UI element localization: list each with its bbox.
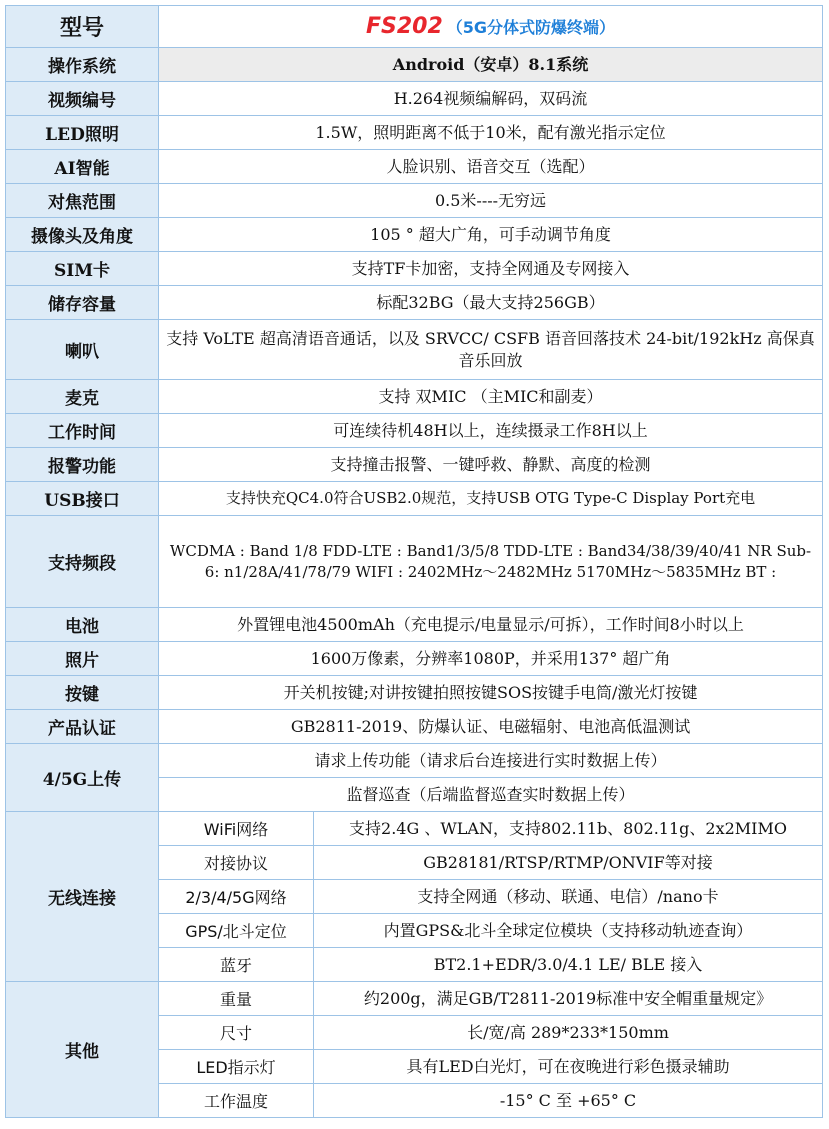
table-row <box>6 642 823 676</box>
other-item-value: 约200g，满足GB/T2811-2019标准中安全帽重量规定》 <box>314 982 823 1016</box>
wireless-item-name: WiFi网络 <box>159 812 314 846</box>
row-label: 麦克 <box>6 380 159 414</box>
row-label: AI智能 <box>6 150 159 184</box>
upload-value: 请求上传功能（请求后台连接进行实时数据上传） <box>159 744 823 778</box>
row-label: 操作系统 <box>6 48 159 82</box>
row-label: 按键 <box>6 676 159 710</box>
wireless-item-name: GPS/北斗定位 <box>159 914 314 948</box>
table-row <box>6 812 823 846</box>
row-label: SIM卡 <box>6 252 159 286</box>
header-label: 型号 <box>6 6 159 48</box>
table-row <box>6 482 823 516</box>
row-value: Android（安卓）8.1系统 <box>159 48 823 82</box>
row-label: 电池 <box>6 608 159 642</box>
wireless-item-name: 对接协议 <box>159 846 314 880</box>
row-label: 照片 <box>6 642 159 676</box>
row-label: LED照明 <box>6 116 159 150</box>
row-label: 产品认证 <box>6 710 159 744</box>
table-row <box>6 608 823 642</box>
other-label: 其他 <box>6 982 159 1118</box>
table-row <box>6 448 823 482</box>
table-row <box>6 48 823 82</box>
table-row <box>6 184 823 218</box>
upload-value: 监督巡查（后端监督巡查实时数据上传） <box>159 778 823 812</box>
row-value: 外置锂电池4500mAh（充电提示/电量显示/可拆），工作时间8小时以上 <box>159 608 823 642</box>
wireless-label: 无线连接 <box>6 812 159 982</box>
table-row <box>6 150 823 184</box>
row-value: 标配32BG（最大支持256GB） <box>159 286 823 320</box>
row-value: 1.5W，照明距离不低于10米，配有激光指示定位 <box>159 116 823 150</box>
table-row <box>6 516 823 608</box>
row-value: 可连续待机48H以上，连续摄录工作8H以上 <box>159 414 823 448</box>
wireless-item-value: 支持2.4G 、WLAN，支持802.11b、802.11g、2x2MIMO <box>314 812 823 846</box>
other-item-name: 重量 <box>159 982 314 1016</box>
row-label: USB接口 <box>6 482 159 516</box>
row-value: 支持 VoLTE 超高清语音通话，以及 SRVCC/ CSFB 语音回落技术 24-bit/192kHz 高保真音乐回放 <box>159 320 823 380</box>
wireless-item-name: 蓝牙 <box>159 948 314 982</box>
wireless-item-value: BT2.1+EDR/3.0/4.1 LE/ BLE 接入 <box>314 948 823 982</box>
table-row <box>6 982 823 1016</box>
row-value: GB2811-2019、防爆认证、电磁辐射、电池高低温测试 <box>159 710 823 744</box>
other-item-value: -15° C 至 +65° C <box>314 1084 823 1118</box>
row-value: 1600万像素，分辨率1080P，并采用137° 超广角 <box>159 642 823 676</box>
row-label: 喇叭 <box>6 320 159 380</box>
table-row <box>6 320 823 380</box>
table-row <box>6 380 823 414</box>
row-label: 摄像头及角度 <box>6 218 159 252</box>
row-value: WCDMA : Band 1/8 FDD-LTE : Band1/3/5/8 TDD-LTE : Band34/38/39/40/41 NR Sub-6: n1/28A/41/78/79 WIFI : 2402MHz～2482MHz 5170MHz～5835MHz BT : <box>159 516 823 608</box>
wireless-item-value: 内置GPS&北斗全球定位模块（支持移动轨迹查询） <box>314 914 823 948</box>
wireless-item-value: GB28181/RTSP/RTMP/ONVIF等对接 <box>314 846 823 880</box>
wireless-item-value: 支持全网通（移动、联通、电信）/nano卡 <box>314 880 823 914</box>
row-value: 支持TF卡加密，支持全网通及专网接入 <box>159 252 823 286</box>
other-item-value: 具有LED白光灯，可在夜晚进行彩色摄录辅助 <box>314 1050 823 1084</box>
row-label: 储存容量 <box>6 286 159 320</box>
model-name: FS202 <box>365 14 443 39</box>
table-row <box>6 744 823 778</box>
table-row <box>6 414 823 448</box>
table-row <box>6 82 823 116</box>
table-row <box>6 116 823 150</box>
row-value: 开关机按键;对讲按键拍照按键SOS按键手电筒/激光灯按键 <box>159 676 823 710</box>
row-value: H.264视频编解码，双码流 <box>159 82 823 116</box>
row-label: 对焦范围 <box>6 184 159 218</box>
other-item-name: 工作温度 <box>159 1084 314 1118</box>
wireless-item-name: 2/3/4/5G网络 <box>159 880 314 914</box>
other-item-name: 尺寸 <box>159 1016 314 1050</box>
spec-table <box>5 5 823 1118</box>
table-row <box>6 252 823 286</box>
row-value: 105 ° 超大广角，可手动调节角度 <box>159 218 823 252</box>
table-row <box>6 286 823 320</box>
row-label: 工作时间 <box>6 414 159 448</box>
header-row <box>6 6 823 48</box>
row-value: 支持 双MIC （主MIC和副麦） <box>159 380 823 414</box>
row-label: 视频编号 <box>6 82 159 116</box>
table-row <box>6 676 823 710</box>
row-label: 报警功能 <box>6 448 159 482</box>
row-value: 0.5米----无穷远 <box>159 184 823 218</box>
model-title <box>159 6 823 48</box>
model-description: （5G分体式防爆终端） <box>446 18 616 37</box>
other-item-name: LED指示灯 <box>159 1050 314 1084</box>
table-row <box>6 218 823 252</box>
row-value: 支持撞击报警、一键呼救、静默、高度的检测 <box>159 448 823 482</box>
table-row <box>6 710 823 744</box>
row-value: 人脸识别、语音交互（选配） <box>159 150 823 184</box>
upload-label: 4/5G上传 <box>6 744 159 812</box>
row-value: 支持快充QC4.0符合USB2.0规范，支持USB OTG Type-C Display Port充电 <box>159 482 823 516</box>
row-label: 支持频段 <box>6 516 159 608</box>
other-item-value: 长/宽/高 289*233*150mm <box>314 1016 823 1050</box>
spec-table-wrapper <box>5 5 823 1118</box>
